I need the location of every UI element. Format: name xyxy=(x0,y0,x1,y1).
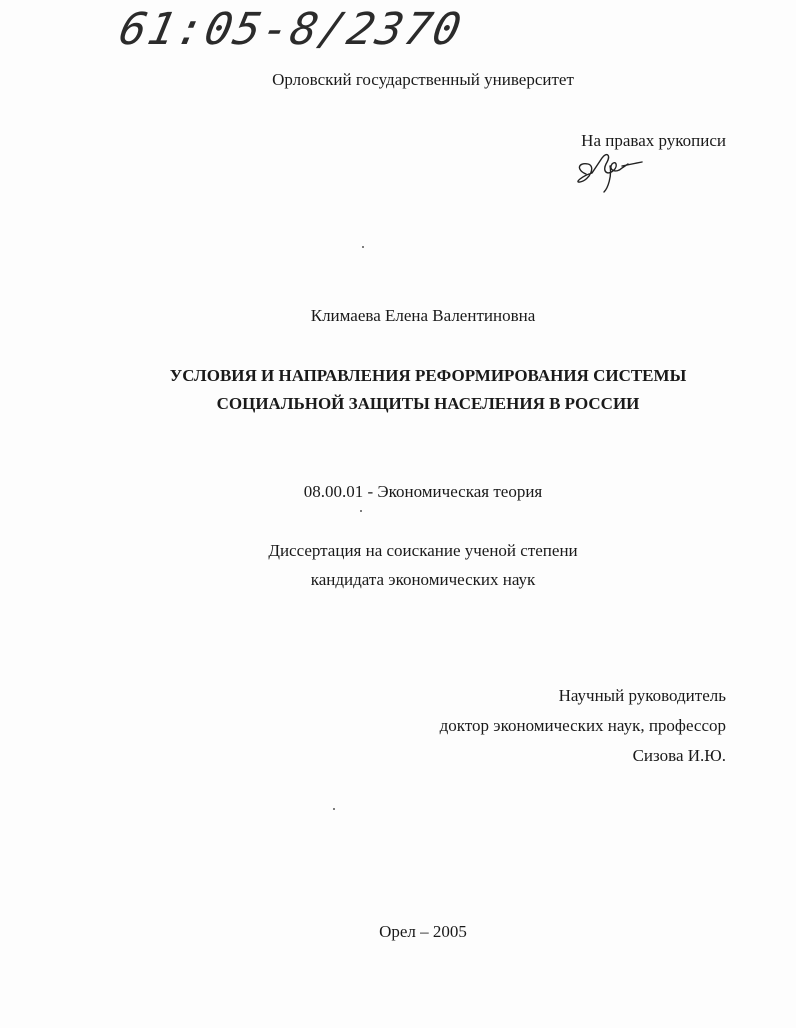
specialty-code: 08.00.01 - Экономическая теория xyxy=(303,482,543,501)
degree-statement-line-2: кандидата экономических наук xyxy=(310,570,536,589)
manuscript-rights-note: На правах рукописи xyxy=(581,131,726,150)
university-name: Орловский государственный университет xyxy=(272,70,574,89)
dissertation-title-line-1: УСЛОВИЯ И НАПРАВЛЕНИЯ РЕФОРМИРОВАНИЯ СИСТЕМЫ xyxy=(169,366,687,385)
supervisor-label: Научный руководитель xyxy=(558,686,726,705)
dissertation-title-line-2: СОЦИАЛЬНОЙ ЗАЩИТЫ НАСЕЛЕНИЯ В РОССИИ xyxy=(216,394,640,413)
city-and-year: Орел – 2005 xyxy=(379,922,467,941)
author-name: Климаева Елена Валентиновна xyxy=(310,306,536,325)
scan-speck xyxy=(360,510,362,512)
supervisor-name: Сизова И.Ю. xyxy=(632,746,726,765)
scan-speck xyxy=(362,246,364,248)
signature-scribble-icon xyxy=(572,140,652,195)
degree-statement-line-1: Диссертация на соискание ученой степени xyxy=(268,541,578,560)
scan-speck xyxy=(333,808,335,810)
supervisor-credentials: доктор экономических наук, профессор xyxy=(439,716,726,735)
archive-code-handwritten: 61:05-8/2370 xyxy=(114,4,468,55)
